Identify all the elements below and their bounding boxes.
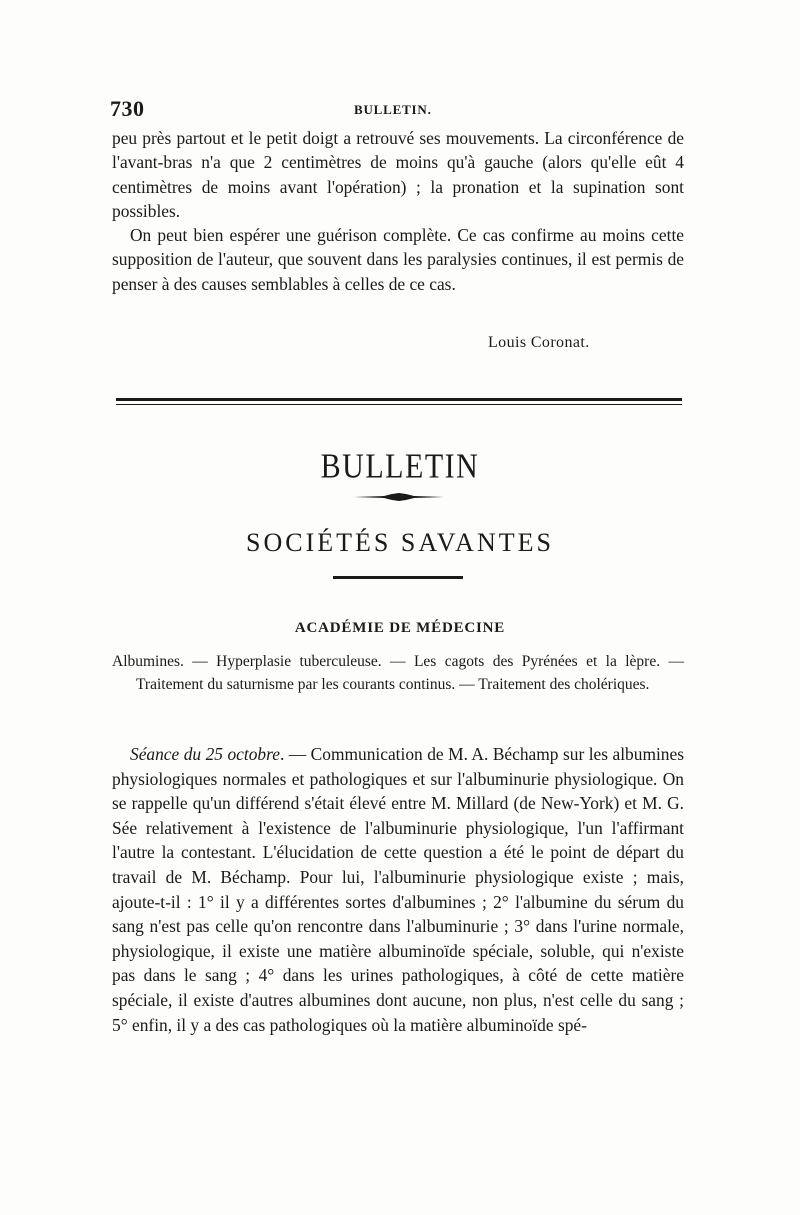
section-divider-thin (116, 404, 682, 405)
section-divider-thick (116, 398, 682, 401)
session-paragraph (112, 742, 684, 1037)
bulletin-title: BULLETIN (320, 447, 480, 486)
short-rule (333, 576, 463, 579)
intro-paragraph-2: On peut bien espérer une guérison complète. Ce cas confirme au moins cette supposition de l'auteur, que souvent dans les paralysies continues, il est permis de penser à des causes semblables à celles de ce cas. (112, 225, 684, 294)
author-signature: Louis Coronat. (488, 334, 590, 351)
session-body: . — Communication de M. A. Béchamp sur les albumines physiologiques normales et pathologiques et sur l'albuminurie physiologique. On se rappelle qu'un différend s'était élevé entre M. Millard (de New-York) et M. G. Sée relativement à l'existence de l'albuminurie physiologique, l'un l'affirmant l'autre la contestant. L'élucidation de cette question a été le point de départ du travail de M. Béchamp. Pour lui, l'albuminurie physiologique existe ; mais, ajoute-t-il : 1° il y a différentes sortes d'albumines ; 2° l'albumine du sérum du sang n'est pas celle qu'on rencontre dans l'albuminurie ; 3° dans l'urine normale, physiologique, il existe une matière albuminoïde spéciale, soluble, qui n'existe pas dans le sang ; 4° dans les urines pathologiques, à côté de cette matière spéciale, il existe d'autres albumines dont aucune, non plus, n'est celle du sang ; 5° enfin, il y a des cas pathologiques où la matière albuminoïde spé- (112, 744, 684, 1035)
page-number: 730 (110, 96, 145, 121)
intro-text (112, 126, 684, 296)
running-head: BULLETIN. (354, 102, 432, 117)
ornament-divider (354, 493, 444, 501)
session-summary (112, 651, 684, 696)
main-text (112, 742, 684, 1037)
section-title: SOCIÉTÉS SAVANTES (246, 528, 554, 557)
session-label: Séance du (130, 744, 202, 764)
summary-text: Albumines. — Hyperplasie tuberculeuse. — Les cagots des Pyrénées et la lèpre. — Traitement du saturnisme par les courants continus. — Traitement des cholériques. (112, 653, 684, 693)
page-header (110, 96, 680, 120)
subsection-title: ACADÉMIE DE MÉDECINE (294, 620, 506, 636)
intro-paragraph-1: peu près partout et le petit doigt a retrouvé ses mouvements. La circonférence de l'avant-bras n'a que 2 centimètres de moins qu'à gauche (alors qu'elle eût 4 centimètres de moins avant l'opération) ; la pronation et la supination sont possibles. (112, 128, 684, 221)
session-date: 25 octobre (205, 744, 280, 764)
